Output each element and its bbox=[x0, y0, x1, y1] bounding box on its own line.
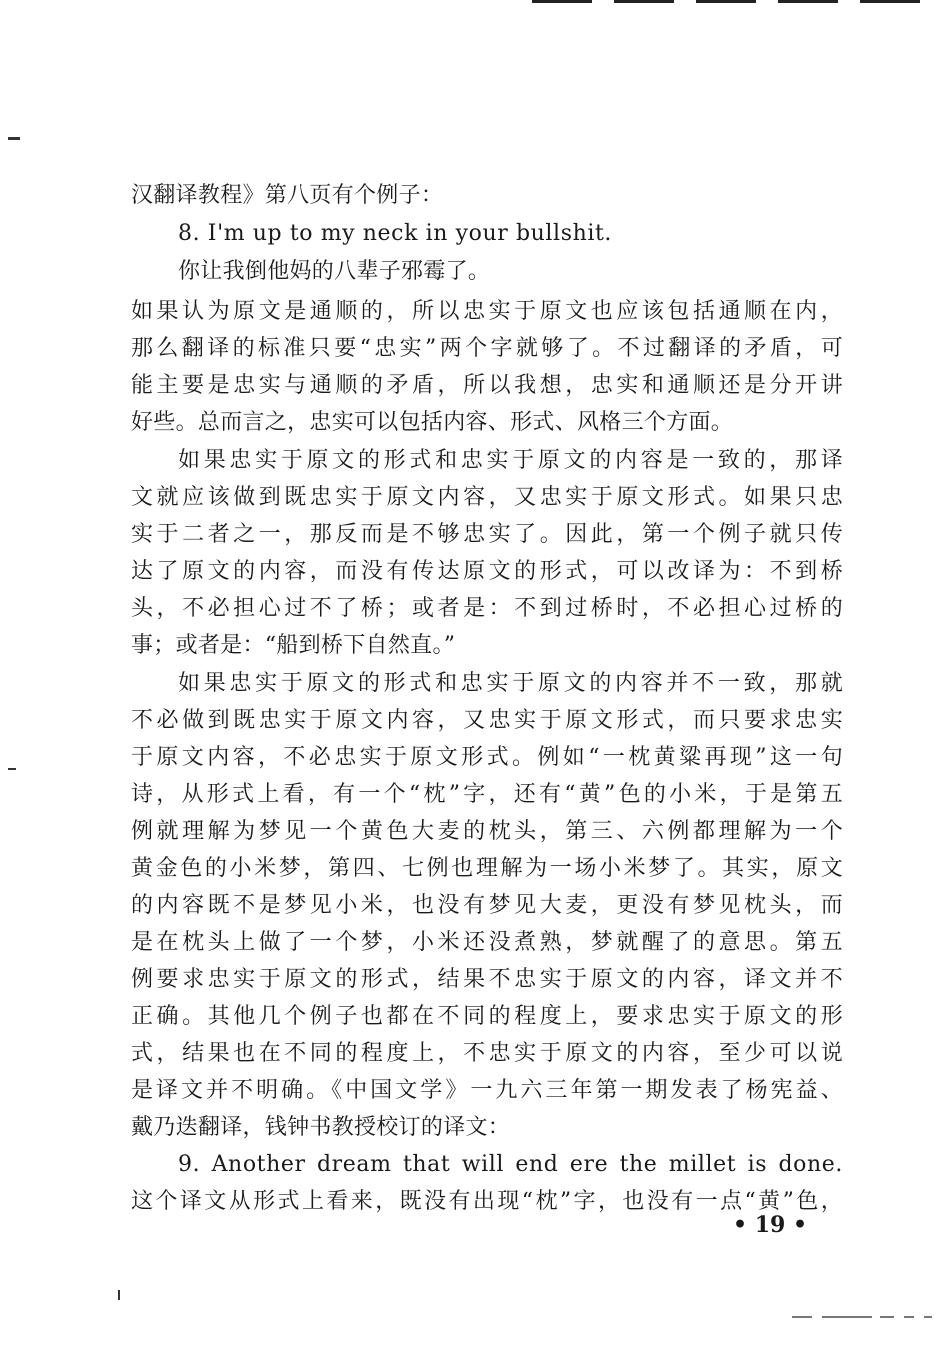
text-line: 式，结果也在不同的程度上，不忠实于原文的内容，至少可以说 bbox=[131, 1041, 843, 1066]
text-line: 不必做到既忠实于原文内容，又忠实于原文形式，而只要求忠实 bbox=[131, 708, 843, 733]
text-line: 戴乃迭翻译，钱钟书教授校订的译文： bbox=[131, 1115, 511, 1140]
top-border-segment bbox=[532, 0, 592, 3]
footer-dotted-line bbox=[880, 1316, 894, 1318]
scan-mark bbox=[118, 1290, 120, 1300]
text-line: 事；或者是：“船到桥下自然直。” bbox=[131, 633, 456, 658]
example-sentence-en: 9. Another dream that will end ere the millet is done. bbox=[178, 1152, 843, 1177]
text-line: 如果认为原文是通顺的，所以忠实于原文也应该包括通顺在内， bbox=[131, 299, 843, 324]
text-line: 正确。其他几个例子也都在不同的程度上，要求忠实于原文的形 bbox=[131, 1004, 843, 1029]
text-line: 例要求忠实于原文的形式，结果不忠实于原文的内容，译文并不 bbox=[131, 967, 843, 992]
text-line: 例就理解为梦见一个黄色大麦的枕头，第三、六例都理解为一个 bbox=[131, 819, 843, 844]
text-line: 实于二者之一，那反而是不够忠实了。因此，第一个例子就只传 bbox=[131, 522, 843, 547]
text-line: 的内容既不是梦见小米，也没有梦见大麦，更没有梦见枕头，而 bbox=[131, 893, 843, 918]
text-line: 汉翻译教程》第八页有个例子： bbox=[131, 183, 444, 208]
top-border-segment bbox=[696, 0, 756, 3]
text-line: 黄金色的小米梦，第四、七例也理解为一场小米梦了。其实，原文 bbox=[131, 856, 843, 881]
footer-dotted-line bbox=[904, 1316, 914, 1318]
text-line: 是译文并不明确。《中国文学》一九六三年第一期发表了杨宪益、 bbox=[131, 1078, 843, 1103]
top-border-segment bbox=[614, 0, 674, 3]
text-line: 文就应该做到既忠实于原文内容，又忠实于原文形式。如果只忠 bbox=[131, 485, 843, 510]
text-line: 头，不必担心过不了桥；或者是：不到过桥时，不必担心过桥的 bbox=[131, 596, 843, 621]
paragraph-start-line: 如果忠实于原文的形式和忠实于原文的内容并不一致，那就 bbox=[178, 671, 843, 696]
text-line: 是在枕头上做了一个梦，小米还没煮熟，梦就醒了的意思。第五 bbox=[131, 930, 843, 955]
footer-dotted-line bbox=[924, 1316, 932, 1318]
scan-mark bbox=[8, 137, 20, 140]
top-border-segment bbox=[860, 0, 920, 3]
footer-dotted-line bbox=[792, 1316, 812, 1318]
example-translation-zh: 你让我倒他妈的八辈子邪霉了。 bbox=[178, 259, 491, 284]
text-line: 能主要是忠实与通顺的矛盾，所以我想，忠实和通顺还是分开讲 bbox=[131, 373, 843, 398]
scan-mark bbox=[8, 768, 16, 770]
text-line: 那么翻译的标准只要“忠实”两个字就够了。不过翻译的矛盾，可 bbox=[131, 336, 843, 361]
text-line: 这个译文从形式上看来，既没有出现“枕”字，也没有一点“黄”色， bbox=[131, 1189, 843, 1214]
paragraph-start-line: 如果忠实于原文的形式和忠实于原文的内容是一致的，那译 bbox=[178, 448, 843, 473]
text-line: 达了原文的内容，而没有传达原文的形式，可以改译为：不到桥 bbox=[131, 559, 843, 584]
footer-dotted-line bbox=[822, 1316, 872, 1318]
example-sentence-en: 8. I'm up to my neck in your bullshit. bbox=[178, 221, 613, 246]
text-line: 于原文内容，不必忠实于原文形式。例如“一枕黄粱再现”这一句 bbox=[131, 745, 843, 770]
page-number: • 19 • bbox=[732, 1212, 808, 1238]
text-line: 诗，从形式上看，有一个“枕”字，还有“黄”色的小米，于是第五 bbox=[131, 782, 843, 807]
text-line: 好些。总而言之，忠实可以包括内容、形式、风格三个方面。 bbox=[131, 410, 734, 435]
top-border-segment bbox=[778, 0, 838, 3]
